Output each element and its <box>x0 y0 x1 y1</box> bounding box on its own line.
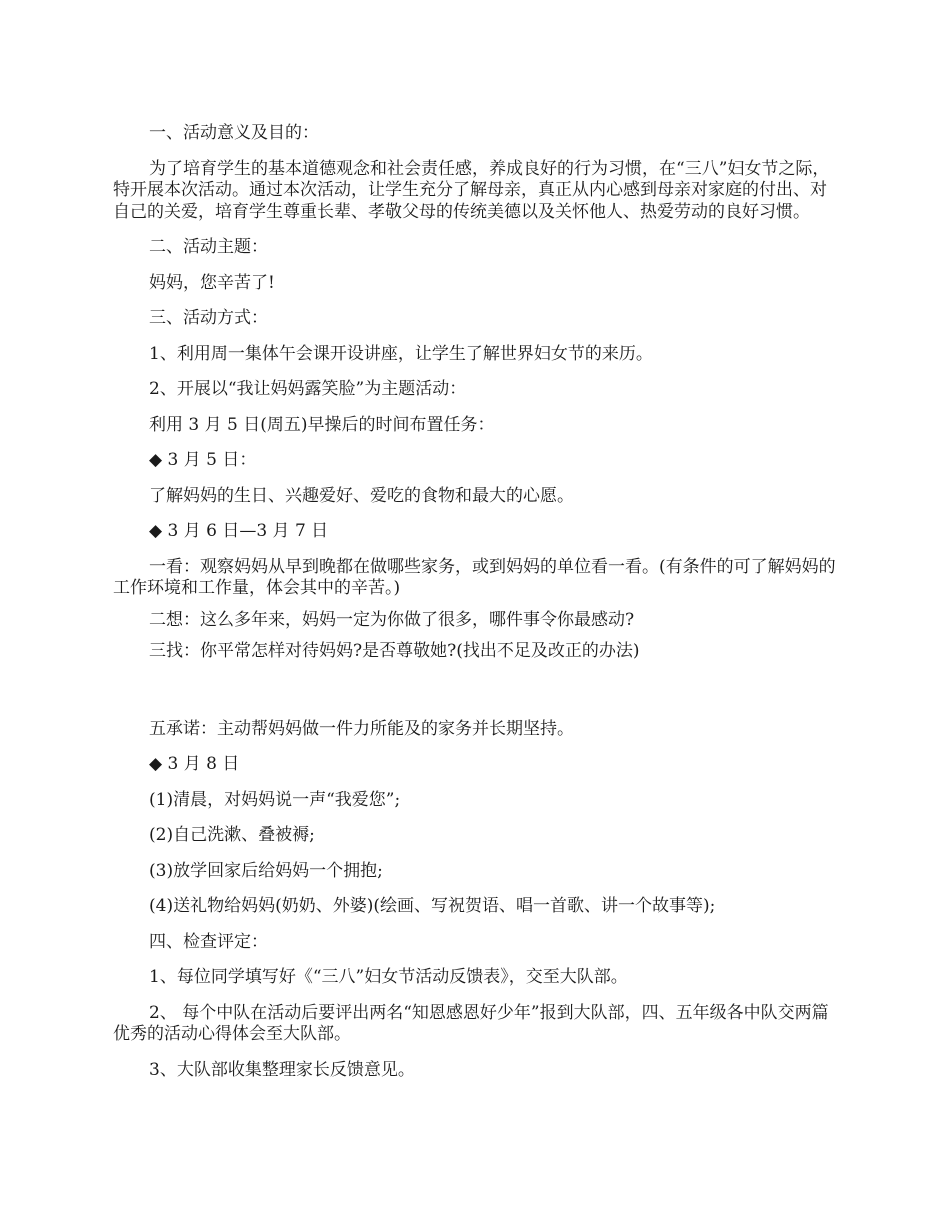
section-heading-evaluation: 四、检查评定： <box>149 931 268 952</box>
evaluation-item-3: 3、大队部收集整理家长反馈意见。 <box>149 1059 415 1080</box>
date-heading-mar6-7: ◆ 3 月 6 日—3 月 7 日 <box>149 521 329 541</box>
method-item-1: 1、利用周一集体午会课开设讲座，让学生了解世界妇女节的来历。 <box>149 343 653 364</box>
document-body <box>113 123 843 1095</box>
mar8-item-1: (1)清晨，对妈妈说一声“我爱您”; <box>149 789 401 810</box>
task-assignment-text: 利用 3 月 5 日(周五)早操后的时间布置任务： <box>149 414 495 435</box>
task-look: 一看：观察妈妈从早到晚都在做哪些家务，或到妈妈的单位看一看。(有条件的可了解妈妈的工作环境和工作量，体会其中的辛苦。) <box>113 556 836 598</box>
mar8-item-3: (3)放学回家后给妈妈一个拥抱; <box>149 860 383 881</box>
date-heading-mar5: ◆ 3 月 5 日： <box>149 450 257 470</box>
task-find: 三找：你平常怎样对待妈妈?是否尊敬她?(找出不足及改正的办法) <box>149 641 640 661</box>
mar8-item-2: (2)自己洗漱、叠被褥; <box>149 825 315 845</box>
blank-gap <box>113 677 843 719</box>
mar5-task: 了解妈妈的生日、兴趣爱好、爱吃的食物和最大的心愿。 <box>149 485 574 506</box>
purpose-paragraph: 为了培育学生的基本道德观念和社会责任感，养成良好的行为习惯，在“三八”妇女节之际，特开展本次活动。通过本次活动，让学生充分了解母亲，真正从内心感到母亲对家庭的付出、对自己的关爱，培育学生尊重长辈、孝敬父母的传统美德以及关怀他人、热爱劳动的良好习惯。 <box>113 158 830 222</box>
task-promise: 五承诺：主动帮妈妈做一件力所能及的家务并长期坚持。 <box>149 718 574 739</box>
evaluation-item-2: 2、 每个中队在活动后要评出两名“知恩感恩好少年”报到大队部，四、五年级各中队交两篇优秀的活动心得体会至大队部。 <box>113 1002 829 1044</box>
section-heading-theme: 二、活动主题： <box>149 237 268 257</box>
theme-text: 妈妈，您辛苦了! <box>149 272 275 293</box>
task-think: 二想：这么多年来，妈妈一定为你做了很多，哪件事令你最感动? <box>149 609 635 630</box>
section-heading-purpose: 一、活动意义及目的： <box>149 123 319 143</box>
date-heading-mar8: ◆ 3 月 8 日 <box>149 754 240 774</box>
section-heading-method: 三、活动方式： <box>149 308 268 328</box>
mar8-item-4: (4)送礼物给妈妈(奶奶、外婆)(绘画、写祝贺语、唱一首歌、讲一个故事等); <box>149 896 716 916</box>
method-item-2: 2、开展以“我让妈妈露笑脸”为主题活动： <box>149 379 467 399</box>
evaluation-item-1: 1、每位同学填写好《“三八”妇女节活动反馈表》，交至大队部。 <box>149 967 628 987</box>
